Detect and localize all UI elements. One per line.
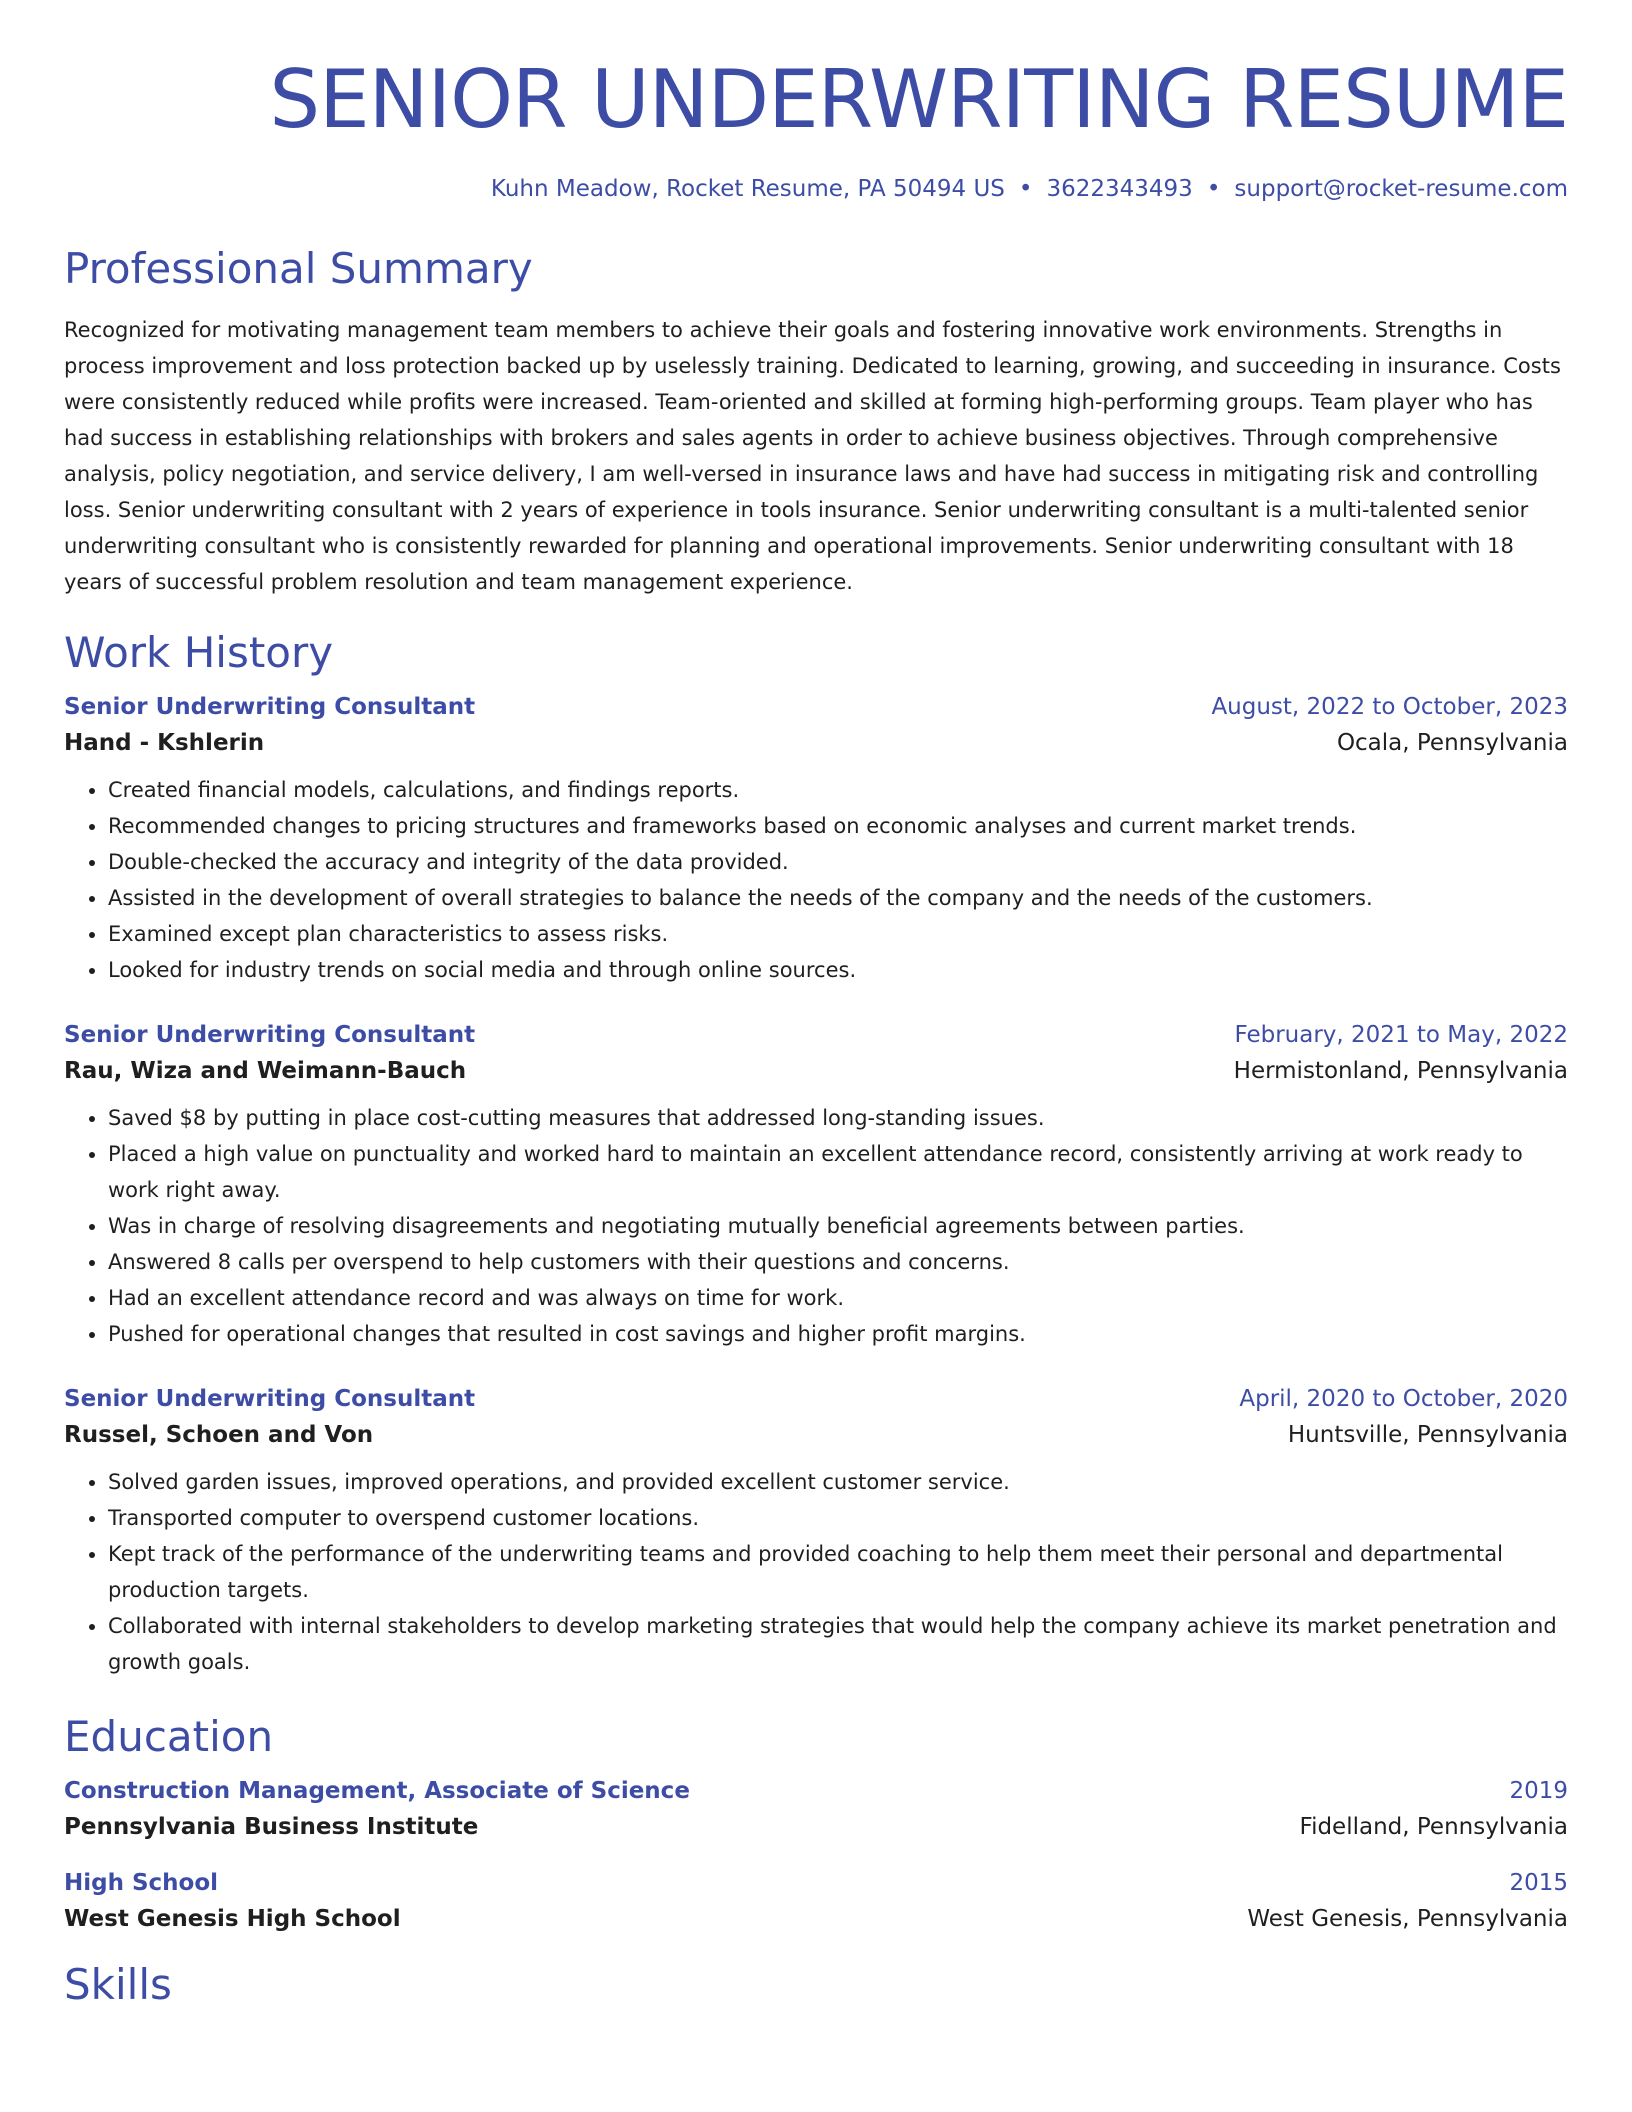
- job-company: Russel, Schoen and Von: [64, 1421, 374, 1448]
- job-location: Hermistonland, Pennsylvania: [1233, 1057, 1568, 1084]
- job-bullet: • Kept track of the performance of the underwriting teams and provided coaching to help them meet their personal and departmental production targets.: [108, 1536, 1568, 1608]
- education-location: West Genesis, Pennsylvania: [1247, 1906, 1568, 1933]
- job-bullet: • Created financial models, calculations, and findings reports.: [108, 772, 1568, 808]
- education-school: West Genesis High School: [64, 1906, 401, 1933]
- education-degree: High School: [64, 1870, 219, 1897]
- resume-title: SENIOR UNDERWRITING RESUME: [269, 53, 1568, 146]
- job-header-row: [64, 1022, 1568, 1048]
- summary-section: [64, 243, 1568, 600]
- education-header-row: [64, 1870, 1568, 1896]
- job-entry: [64, 1022, 1568, 1352]
- summary-heading: Professional Summary: [64, 243, 533, 293]
- job-title: Senior Underwriting Consultant: [64, 1021, 476, 1048]
- job-title: Senior Underwriting Consultant: [64, 1385, 476, 1412]
- education-entry: [64, 1778, 1568, 1840]
- job-header-row: [64, 1386, 1568, 1412]
- job-entry: [64, 1386, 1568, 1680]
- contact-phone: 3622343493: [1046, 176, 1193, 202]
- education-school-row: [64, 1814, 1568, 1840]
- job-dates: February, 2021 to May, 2022: [1234, 1021, 1568, 1048]
- contact-separator: •: [1018, 176, 1033, 202]
- job-company: Rau, Wiza and Weimann-Bauch: [64, 1057, 467, 1084]
- job-bullet: • Solved garden issues, improved operations, and provided excellent customer service.: [108, 1464, 1568, 1500]
- job-bullet: • Was in charge of resolving disagreements and negotiating mutually beneficial agreements between parties.: [108, 1208, 1568, 1244]
- skills-section: [64, 1962, 1568, 2008]
- contact-address: Kuhn Meadow, Rocket Resume, PA 50494 US: [490, 176, 1005, 202]
- contact-email[interactable]: support@rocket-resume.com: [1234, 176, 1568, 202]
- contact-separator: •: [1206, 176, 1221, 202]
- education-heading: Education: [64, 1711, 274, 1761]
- job-bullet: • Recommended changes to pricing structures and frameworks based on economic analyses and current market trends.: [108, 808, 1568, 844]
- education-year: 2015: [1509, 1870, 1568, 1897]
- job-company-row: [64, 1422, 1568, 1448]
- work-history-heading: Work History: [64, 627, 334, 677]
- job-bullet: • Assisted in the development of overall strategies to balance the needs of the company and the needs of the customers.: [108, 880, 1568, 916]
- resume-header: [64, 54, 1568, 204]
- job-bullet: • Looked for industry trends on social media and through online sources.: [108, 952, 1568, 988]
- job-bullet: • Had an excellent attendance record and was always on time for work.: [108, 1280, 1568, 1316]
- job-bullets: [64, 1100, 1568, 1352]
- job-bullet: • Placed a high value on punctuality and worked hard to maintain an excellent attendance record, consistently arriving at work ready to work right away.: [108, 1136, 1568, 1208]
- job-bullet: • Pushed for operational changes that resulted in cost savings and higher profit margins.: [108, 1316, 1568, 1352]
- job-bullet: • Saved $8 by putting in place cost-cutting measures that addressed long-standing issues.: [108, 1100, 1568, 1136]
- job-entry: [64, 694, 1568, 988]
- education-section: [64, 1711, 1568, 1933]
- job-location: Ocala, Pennsylvania: [1336, 729, 1568, 756]
- education-header-row: [64, 1778, 1568, 1804]
- job-bullets: [64, 772, 1568, 988]
- education-year: 2019: [1509, 1778, 1568, 1805]
- education-school-row: [64, 1906, 1568, 1932]
- job-bullet: • Collaborated with internal stakeholders to develop marketing strategies that would help the company achieve its market penetration and growth goals.: [108, 1608, 1568, 1680]
- contact-line: [64, 176, 1568, 204]
- education-school: Pennsylvania Business Institute: [64, 1814, 479, 1841]
- job-location: Huntsville, Pennsylvania: [1287, 1421, 1568, 1448]
- job-bullet: • Double-checked the accuracy and integrity of the data provided.: [108, 844, 1568, 880]
- work-history-section: [64, 627, 1568, 1680]
- education-degree: Construction Management, Associate of Science: [64, 1778, 690, 1805]
- job-dates: August, 2022 to October, 2023: [1211, 693, 1568, 720]
- job-company-row: [64, 1058, 1568, 1084]
- job-bullet: • Transported computer to overspend customer locations.: [108, 1500, 1568, 1536]
- education-entry: [64, 1870, 1568, 1932]
- job-dates: April, 2020 to October, 2020: [1239, 1385, 1568, 1412]
- job-bullet: • Answered 8 calls per overspend to help customers with their questions and concerns.: [108, 1244, 1568, 1280]
- summary-text: Recognized for motivating management team members to achieve their goals and fostering innovative work environments. Strengths in process improvement and loss protection backed up by uselessly training. Dedicated to learning, growing, and succeeding in insurance. Costs were consistently reduced while profits were increased. Team-oriented and skilled at forming high-performing groups. Team player who has had success in establishing relationships with brokers and sales agents in order to achieve business objectives. Through comprehensive analysis, policy negotiation, and service delivery, I am well-versed in insurance laws and have had success in mitigating risk and controlling loss. Senior underwriting consultant with 2 years of experience in tools insurance. Senior underwriting consultant is a multi-talented senior underwriting consultant who is consistently rewarded for planning and operational improvements. Senior underwriting consultant with 18 years of successful problem resolution and team management experience.: [64, 317, 1561, 594]
- job-bullets: [64, 1464, 1568, 1680]
- job-header-row: [64, 694, 1568, 720]
- job-bullet: • Examined except plan characteristics to assess risks.: [108, 916, 1568, 952]
- job-company-row: [64, 730, 1568, 756]
- job-company: Hand - Kshlerin: [64, 729, 265, 756]
- job-title: Senior Underwriting Consultant: [64, 693, 476, 720]
- education-location: Fidelland, Pennsylvania: [1299, 1814, 1568, 1841]
- skills-heading: Skills: [64, 1960, 172, 2010]
